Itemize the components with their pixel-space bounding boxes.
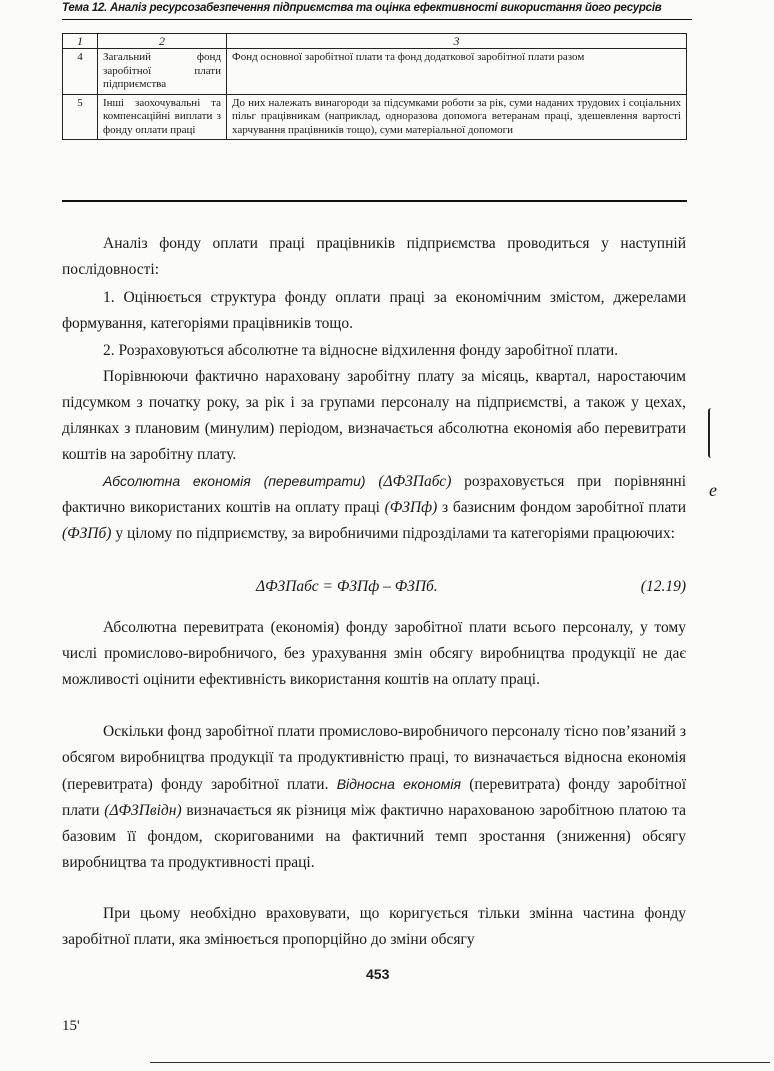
column-number-2: 2 [98, 34, 227, 49]
text-segment: з базисним фондом заробітної плати [437, 499, 686, 516]
text-segment: (перевитрата) фонду заробітної плати [62, 776, 686, 819]
table-row [63, 49, 687, 95]
text-segment: розраховується при порівнянні фактично використаних коштів на оплату праці [62, 473, 686, 516]
running-header: Тема 12. Аналіз ресурсозабезпечення підприємства та оцінка ефективності використання його ресурсів [62, 2, 662, 14]
row-definition: До них належать винагороди за підсумками роботи за рік, суми наданих трудових і соціальних пільг працівникам (наприклад, одноразова допомога ветеранам праці, здешевлення вартості харчування працівників тощо), суми матеріальної допомоги [227, 94, 687, 140]
paragraph-relative-economy [62, 719, 686, 876]
paragraph-analysis-intro: Аналіз фонду оплати праці працівників підприємства проводиться у наступній послідовності: [62, 235, 686, 278]
paragraph-step-1: 1. Оцінюється структура фонду оплати праці за економічним змістом, джерелами формування, категоріями працівників тощо. [62, 289, 686, 332]
table-header-row [63, 34, 687, 49]
row-definition: Фонд основної заробітної плати та фонд додаткової заробітної плати разом [227, 49, 687, 95]
margin-bracket-mark [708, 408, 716, 458]
paragraph-absolute-economy [62, 468, 686, 547]
table-row [63, 94, 687, 140]
paragraph-comparison: Порівнюючи фактично нараховану заробітну плату за місяць, квартал, наростаючим підсумком з початку року, за рік і за групами персоналу на підприємстві, а також у цехах, ділянках з плановим (минулим) періодом, визначається абсолютна економія або перевитрати коштів на заробітну плату. [62, 368, 686, 463]
header-rule [62, 19, 692, 20]
row-term: Інші заохочувальні та компенсаційні виплати з фонду оплати праці [98, 94, 227, 140]
paragraph-absolute-overrun: Абсолютна перевитрата (економія) фонду заробітної плати всього персоналу, у тому числі промислово-виробничого, без урахування змін обсягу виробництва продукції не дає можливості оцінити ефективність використання коштів на оплату праці. [62, 619, 686, 688]
paragraph-step-2: 2. Розраховуються абсолютне та відносне відхилення фонду заробітної плати. [103, 342, 619, 359]
formula-number: (12.19) [640, 578, 686, 595]
bottom-rule [150, 1062, 770, 1063]
page-number: 453 [366, 966, 390, 982]
definitions-table [62, 33, 687, 140]
formula-12-19 [62, 578, 686, 606]
text-segment: визначається як різниця між фактично нарахованою заробітною платою та базовим її фондом, скоригованими на фактичний темп зростання (зниження) обсягу виробництва та продуктивності праці. [62, 802, 687, 871]
term-absolute-economy: Абсолютна економія (перевитрати) [103, 473, 366, 489]
margin-handwritten-mark: e [709, 480, 717, 500]
symbol-fzp-f: (ФЗПф) [384, 499, 438, 516]
symbol-fzp-b: (ФЗПб) [62, 525, 112, 542]
text-segment: у цілому по підприємству, за виробничими підрозділами та категоріями працюючих: [111, 525, 675, 542]
symbol-delta-fzp-abs: (ΔФЗПабс) [378, 473, 452, 490]
column-number-3: 3 [227, 34, 687, 49]
term-relative-economy: Відносна економія [336, 776, 461, 792]
paragraph-correction-note: При цьому необхідно враховувати, що коригується тільки змінна частина фонду заробітної плати, яка змінюється пропорційно до зміни обсягу [62, 905, 686, 948]
row-number: 4 [63, 49, 98, 95]
column-number-1: 1 [63, 34, 98, 49]
formula-expression: ΔФЗПабс = ФЗПф – ФЗПб. [256, 578, 438, 595]
row-term: Загальний фонд заробітної плати підприємства [98, 49, 227, 95]
row-number: 5 [63, 94, 98, 140]
corner-mark: 15' [62, 1018, 80, 1034]
symbol-delta-fzp-vidn: (ΔФЗПвідн) [104, 802, 182, 819]
text-segment: Оскільки фонд заробітної плати промислово-виробничого персоналу тісно пов’язаний з обсягом виробництва продукції та продуктивністю праці, то визначається відносна економія (перевитрата) фонду заробітної плати. [62, 723, 686, 793]
table-bottom-rule [62, 200, 687, 202]
